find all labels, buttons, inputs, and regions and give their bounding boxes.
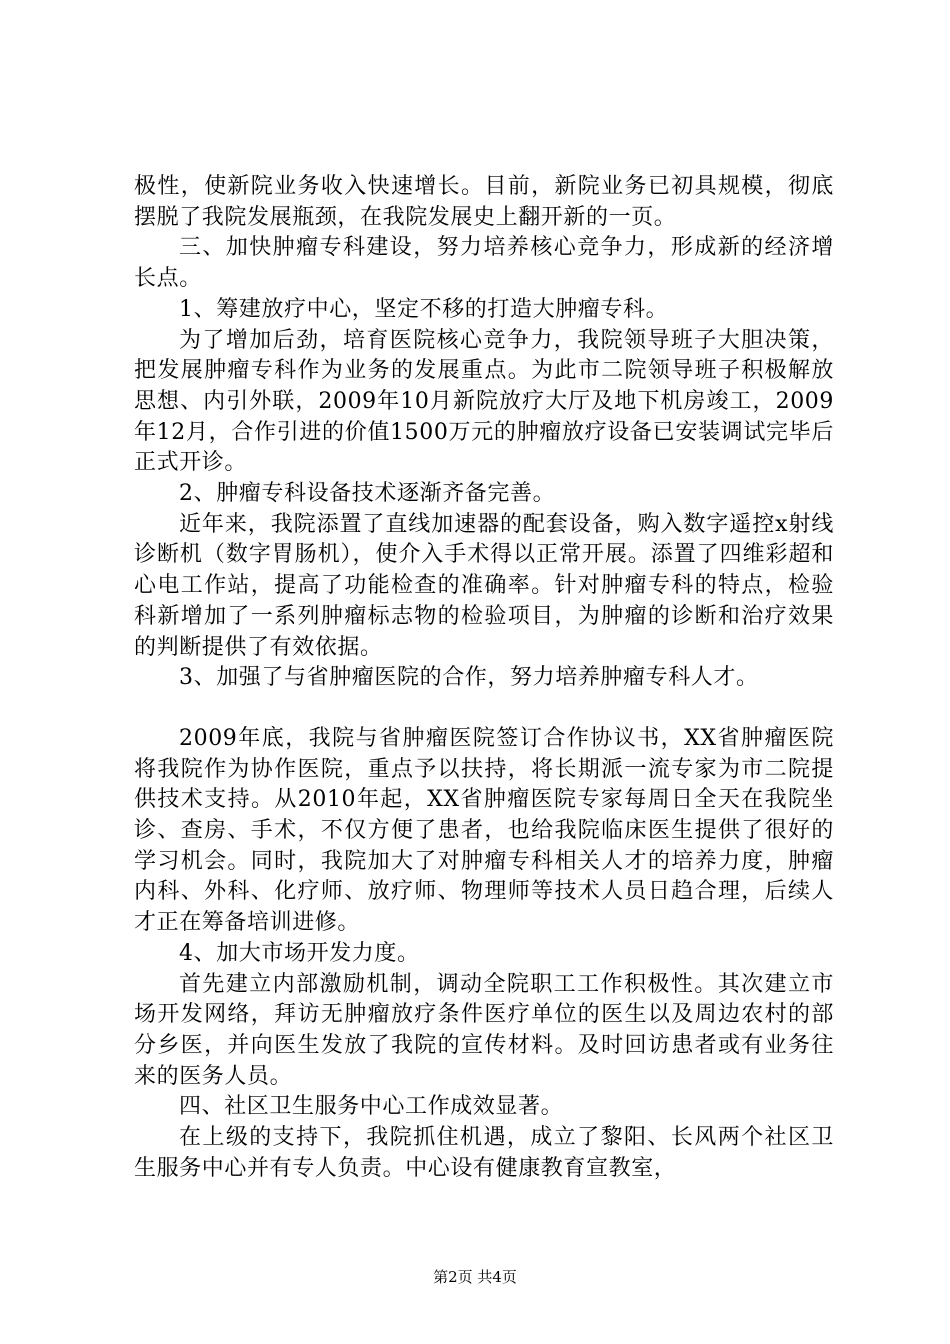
document-body: [134, 172, 834, 1185]
paragraph-3-subheading-1: 1、筹建放疗中心，坚定不移的打造大肿瘤专科。: [179, 296, 669, 322]
paragraph-5-subheading-2: 2、肿瘤专科设备技术逐渐齐备完善。: [179, 481, 556, 507]
paragraph-4: 为了增加后劲，培育医院核心竞争力，我院领导班子大胆决策，把发展肿瘤专科作为业务的发展重点。为此市二院领导班子积极解放思想、内引外联，2009年10月新院放疗大厅及地下机房竣工，2009年12月，合作引进的价值1500万元的肿瘤放疗设备已安装调试完毕后正式开诊。: [134, 327, 834, 476]
paragraph-6: 近年来，我院添置了直线加速器的配套设备，购入数字遥控x射线诊断机（数字胃肠机），使介入手术得以正常开展。添置了四维彩超和心电工作站，提高了功能检查的准确率。针对肿瘤专科的特点，检验科新增加了一系列肿瘤标志物的检验项目，为肿瘤的诊断和治疗效果的判断提供了有效依据。: [134, 511, 834, 660]
paragraph-2-heading-section-3: 三、加快肿瘤专科建设，努力培养核心竞争力，形成新的经济增长点。: [134, 235, 834, 292]
paragraph-7-subheading-3: 3、加强了与省肿瘤医院的合作，努力培养肿瘤专科人才。: [179, 665, 759, 691]
paragraph-9-subheading-4: 4、加大市场开发力度。: [179, 940, 420, 966]
page-number-footer: 第2页 共4页: [433, 1268, 517, 1286]
paragraph-11-heading-section-4: 四、社区卫生服务中心工作成效显著。: [179, 1094, 564, 1120]
paragraph-10: 首先建立内部激励机制，调动全院职工工作积极性。其次建立市场开发网络，拜访无肿瘤放疗条件医疗单位的医生以及周边农村的部分乡医，并向医生发放了我院的宣传材料。及时回访患者或有业务往来的医务人员。: [134, 971, 834, 1089]
paragraph-1: 极性，使新院业务收入快速增长。目前，新院业务已初具规模，彻底摆脱了我院发展瓶颈，在我院发展史上翻开新的一页。: [134, 174, 834, 230]
paragraph-8: 2009年底，我院与省肿瘤医院签订合作协议书，XX省肿瘤医院将我院作为协作医院，重点予以扶持，将长期派一流专家为市二院提供技术支持。从2010年起，XX省肿瘤医院专家每周日全天在我院坐诊、查房、手术，不仅方便了患者，也给我院临床医生提供了很好的学习机会。同时，我院加大了对肿瘤专科相关人才的培养力度，肿瘤内科、外科、化疗师、放疗师、物理师等技术人员日趋合理，后续人才正在筹备培训进修。: [134, 725, 834, 936]
paragraph-12: 在上级的支持下，我院抓住机遇，成立了黎阳、长风两个社区卫生服务中心并有专人负责。中心设有健康教育宣教室，: [134, 1125, 834, 1181]
